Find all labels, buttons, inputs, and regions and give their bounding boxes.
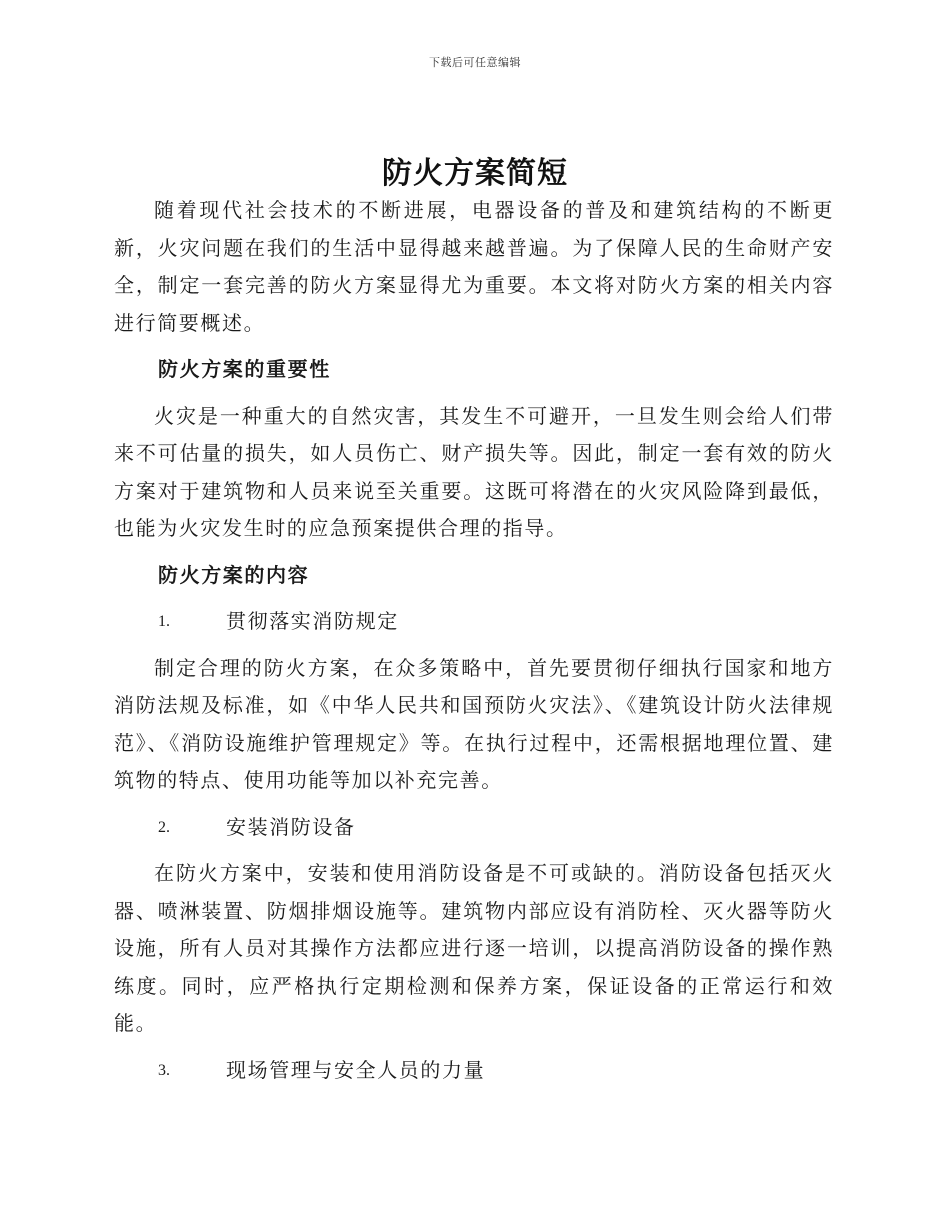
list-number: 1. xyxy=(158,613,170,630)
list-title: 现场管理与安全人员的力量 xyxy=(226,1057,486,1082)
document-title: 防火方案简短 xyxy=(382,156,568,191)
list-item-1-paragraph: 制定合理的防火方案，在众多策略中，首先要贯彻仔细执行国家和地方消防法规及标准，如《中华人民共和国预防火灾法》、《建筑设计防火法律规范》、《消防设施维护管理规定》等。在执行过程中，还需根据地理位置、建筑物的特点、使用功能等加以补充完善。 xyxy=(114,655,834,792)
page-header-note: 下载后可任意编辑 xyxy=(429,56,521,69)
list-number: 3. xyxy=(158,1061,170,1079)
document-body xyxy=(114,192,834,1098)
list-title: 贯彻落实消防规定 xyxy=(226,609,399,633)
list-item-3 xyxy=(114,1052,834,1090)
list-number: 2. xyxy=(158,818,170,836)
list-item-1 xyxy=(114,603,834,641)
list-title: 安装消防设备 xyxy=(226,814,356,839)
list-item-2-paragraph: 在防火方案中，安装和使用消防设备是不可或缺的。消防设备包括灭火器、喷淋装置、防烟排烟设施等。建筑物内部应设有消防栓、灭火器等防火设施，所有人员对其操作方法都应进行逐一培训，以提高消防设备的操作熟练度。同时，应严格执行定期检测和保养方案，保证设备的正常运行和效能。 xyxy=(114,861,834,1035)
section-heading-content: 防火方案的内容 xyxy=(158,562,310,587)
section-heading-importance: 防火方案的重要性 xyxy=(158,357,331,381)
importance-paragraph: 火灾是一种重大的自然灾害，其发生不可避开，一旦发生则会给人们带来不可估量的损失，如人员伤亡、财产损失等。因此，制定一套有效的防火方案对于建筑物和人员来说至关重要。这既可将潜在的火灾风险降到最低，也能为火灾发生时的应急预案提供合理的指导。 xyxy=(114,403,834,540)
intro-paragraph: 随着现代社会技术的不断进展，电器设备的普及和建筑结构的不断更新，火灾问题在我们的生活中显得越来越普遍。为了保障人民的生命财产安全，制定一套完善的防火方案显得尤为重要。本文将对防火方案的相关内容进行简要概述。 xyxy=(114,198,834,335)
list-item-2 xyxy=(114,809,834,847)
